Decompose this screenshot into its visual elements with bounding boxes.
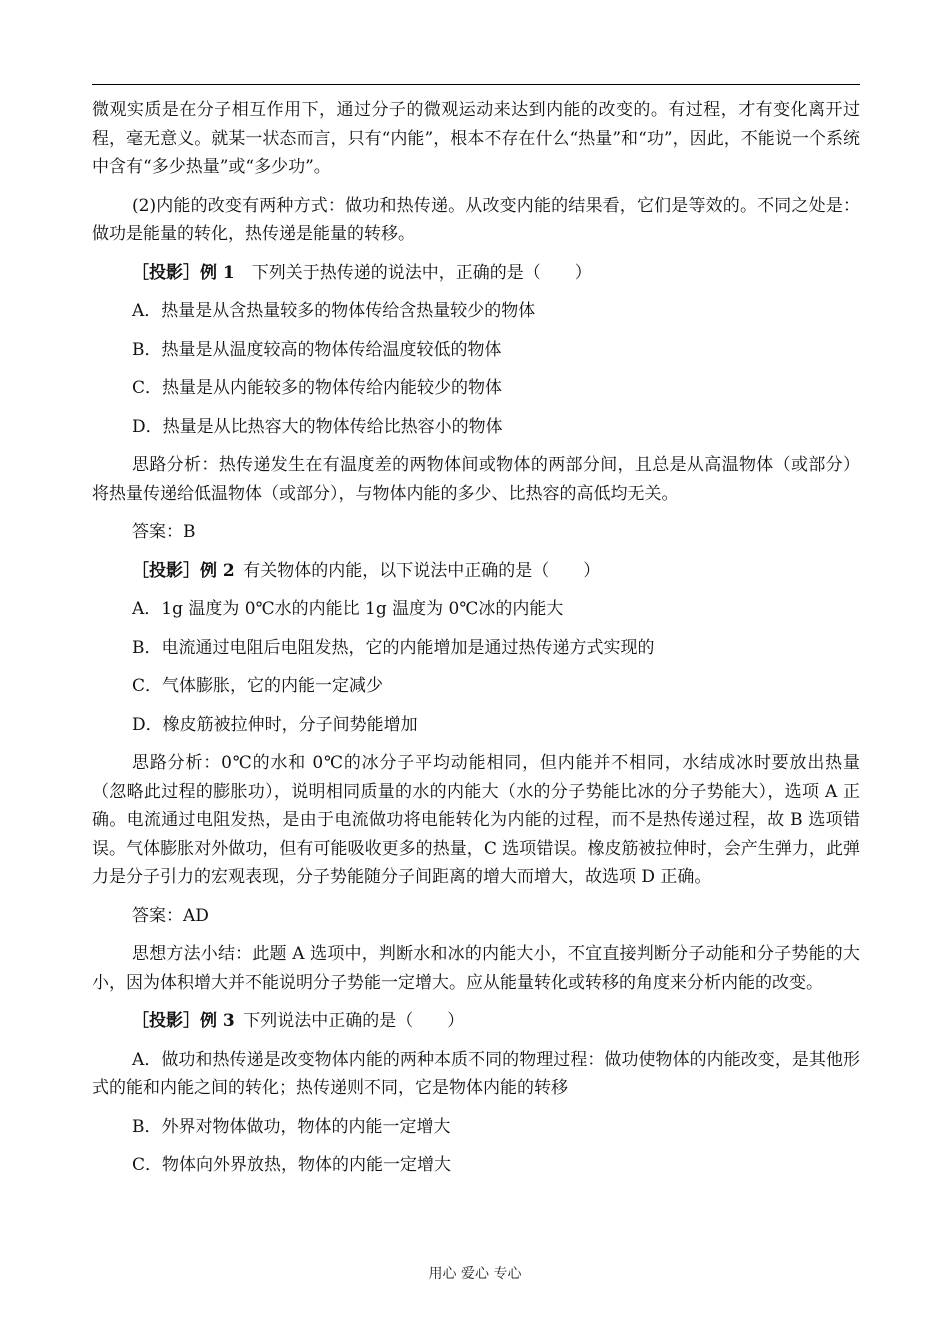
example-question: 下列关于热传递的说法中，正确的是（ ） (251, 262, 592, 283)
analysis: 思路分析：热传递发生在有温度差的两物体间或物体的两部分间，且总是从高温物体（或部分）将热量传递给低温物体（或部分），与物体内能的多少、比热容的高低均无关。 (92, 455, 860, 504)
answer: 答案：AD (132, 905, 209, 926)
option-d: D．热量是从比热容大的物体传给比热容小的物体 (132, 416, 503, 437)
document-body (92, 96, 860, 1180)
option-a: A．做功和热传递是改变物体内能的两种本质不同的物理过程：做功使物体的内能改变，是其他形式的能和内能之间的转化；热传递则不同，它是物体内能的转移 (92, 1049, 860, 1098)
option-b: B．电流通过电阻后电阻发热，它的内能增加是通过热传递方式实现的 (132, 637, 655, 658)
option-a: A．1g 温度为 0℃水的内能比 1g 温度为 0℃冰的内能大 (132, 599, 564, 619)
example-3-heading (92, 1007, 860, 1036)
paragraph: 微观实质是在分子相互作用下，通过分子的微观运动来达到内能的改变的。有过程，才有变化离开过程，毫无意义。就某一状态而言，只有“内能”，根本不存在什么“热量”和“功”，因此，不能说一个系统中含有“多少热量”或“多少功”。 (92, 100, 860, 177)
option-c: C．气体膨胀，它的内能一定减少 (132, 676, 384, 696)
header-rule (92, 84, 860, 85)
page-footer: 用心 爱心 专心 (428, 1266, 522, 1282)
option-c: C．物体向外界放热，物体的内能一定增大 (132, 1155, 452, 1175)
example-1-heading (92, 259, 860, 288)
example-label: ［投影］例 1 (132, 262, 235, 283)
paragraph: (2)内能的改变有两种方式：做功和热传递。从改变内能的结果看，它们是等效的。不同之处是：做功是能量的转化，热传递是能量的转移。 (92, 195, 860, 244)
option-b: B．热量是从温度较高的物体传给温度较低的物体 (132, 339, 502, 360)
example-label: ［投影］例 2 (132, 560, 235, 581)
analysis: 思路分析：0℃的水和 0℃的冰分子平均动能相同，但内能并不相同，水结成冰时要放出热量（忽略此过程的膨胀功），说明相同质量的水的内能大（水的分子势能比冰的分子势能大），选项 A 正确。电流通过电阻发热，是由于电流做功将电能转化为内能的过程，而不是热传递过程，故 B 选项错误。气体膨胀对外做功，但有可能吸收更多的热量，C 选项错误。橡皮筋被拉伸时，会产生弹力，此弹力是分子引力的宏观表现，分子势能随分子间距离的增大而增大，故选项 D 正确。 (92, 753, 860, 887)
option-b: B．外界对物体做功，物体的内能一定增大 (132, 1116, 451, 1137)
example-label: ［投影］例 3 (132, 1011, 235, 1031)
example-question: 下列说法中正确的是（ ） (243, 1011, 465, 1031)
option-c: C．热量是从内能较多的物体传给内能较少的物体 (132, 378, 503, 398)
method-summary: 思想方法小结：此题 A 选项中，判断水和冰的内能大小，不宜直接判断分子动能和分子势能的大小，因为体积增大并不能说明分子势能一定增大。应从能量转化或转移的角度来分析内能的改变。 (92, 944, 860, 993)
option-a: A．热量是从含热量较多的物体传给含热量较少的物体 (132, 301, 536, 321)
option-d: D．橡皮筋被拉伸时，分子间势能增加 (132, 714, 418, 735)
answer: 答案：B (132, 522, 196, 542)
example-2-heading (92, 557, 860, 586)
example-question: 有关物体的内能，以下说法中正确的是（ ） (243, 560, 601, 581)
